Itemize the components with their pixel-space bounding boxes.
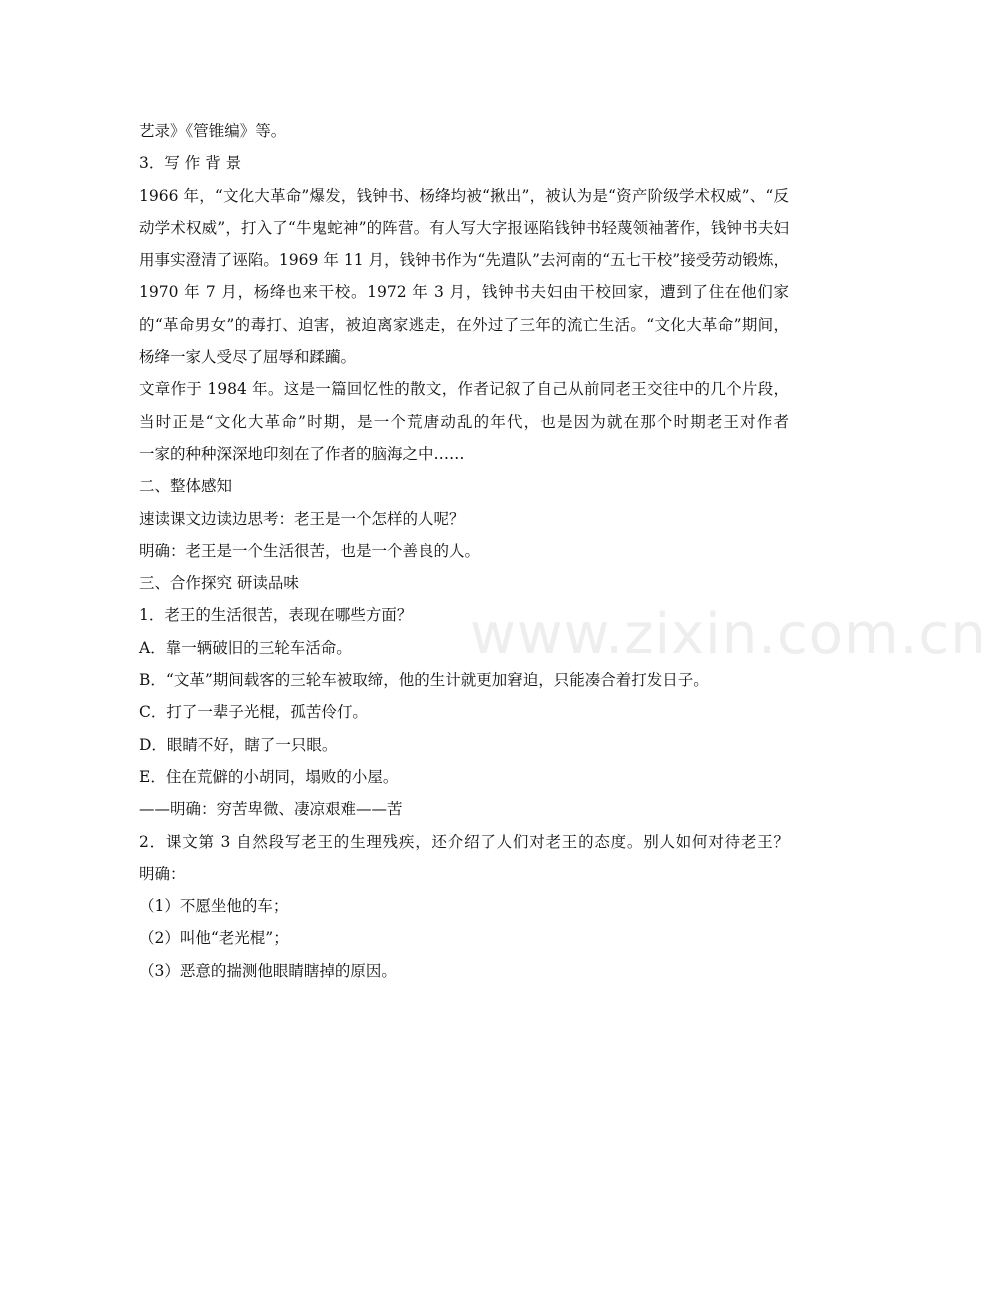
answer-item-c: C．打了一辈子光棍，孤苦伶仃。	[139, 703, 368, 722]
text-line-14: 速读课文边读边思考：老王是一个怎样的人呢？	[139, 509, 465, 528]
answer-item-a: A．靠一辆破旧的三轮车活命。	[139, 638, 352, 657]
answer-point-3: （3）恶意的揣测他眼睛瞎掉的原因。	[139, 961, 397, 980]
document-body	[139, 115, 789, 987]
section-heading-writing-background: 3．写 作 背 景	[139, 154, 242, 173]
answer-item-b: B．“文革”期间载客的三轮车被取缔，他的生计就更加窘迫，只能凑合着打发日子。	[139, 671, 709, 690]
answer-label: 明确：	[139, 864, 186, 883]
section-heading-cooperative-inquiry: 三、合作探究 研读品味	[139, 574, 299, 593]
summary-line: ——明确：穷苦卑微、凄凉艰难——苦	[139, 800, 403, 819]
question-2: 2．课文第 3 自然段写老王的生理残疾，还介绍了人们对老王的态度。别人如何对待老王？	[139, 832, 789, 851]
watermark: www.zixin.com.cn	[470, 602, 987, 667]
question-1: 1．老王的生活很苦，表现在哪些方面？	[139, 606, 413, 625]
answer-point-2: （2）叫他“老光棍”；	[139, 929, 289, 948]
text-line-11: 当时正是“文化大革命”时期，是一个荒唐动乱的年代，也是因为就在那个时期老王对作者	[139, 412, 789, 431]
section-heading-overall-perception: 二、整体感知	[139, 477, 233, 496]
background-paragraph: 1966 年，“文化大革命”爆发，钱钟书、杨绛均被“揪出”，被认为是“资产阶级学术权威”、“反动学术权威”，打入了“牛鬼蛇神”的阵营。有人写大字报诬陷钱钟书轻蔑领袖著作，钱钟书夫妇用事实澄清了诬陷。1969 年 11 月，钱钟书作为“先遣队”去河南的“五七干校”接受劳动锻炼，1970 年 7 月，杨绛也来干校。1972 年 3 月，钱钟书夫妇由干校回家，遭到了住在他们家的“革命男女”的毒打、迫害，被迫离家逃走，在外过了三年的流亡生活。“文化大革命”期间，杨绛一家人受尽了屈辱和蹂躏。	[139, 186, 789, 367]
answer-point-1: （1）不愿坐他的车；	[139, 897, 289, 916]
text-line-12: 一家的种种深深地印刻在了作者的脑海之中……	[139, 444, 465, 463]
text-line-10: 文章作于 1984 年。这是一篇回忆性的散文，作者记叙了自己从前同老王交往中的几个片段，	[139, 380, 789, 399]
answer-item-e: E．住在荒僻的小胡同，塌败的小屋。	[139, 767, 399, 786]
text-line-15: 明确：老王是一个生活很苦，也是一个善良的人。	[139, 541, 481, 560]
text-line-1: 艺录》《管锥编》等。	[139, 122, 287, 140]
answer-item-d: D．眼睛不好，瞎了一只眼。	[139, 735, 338, 754]
